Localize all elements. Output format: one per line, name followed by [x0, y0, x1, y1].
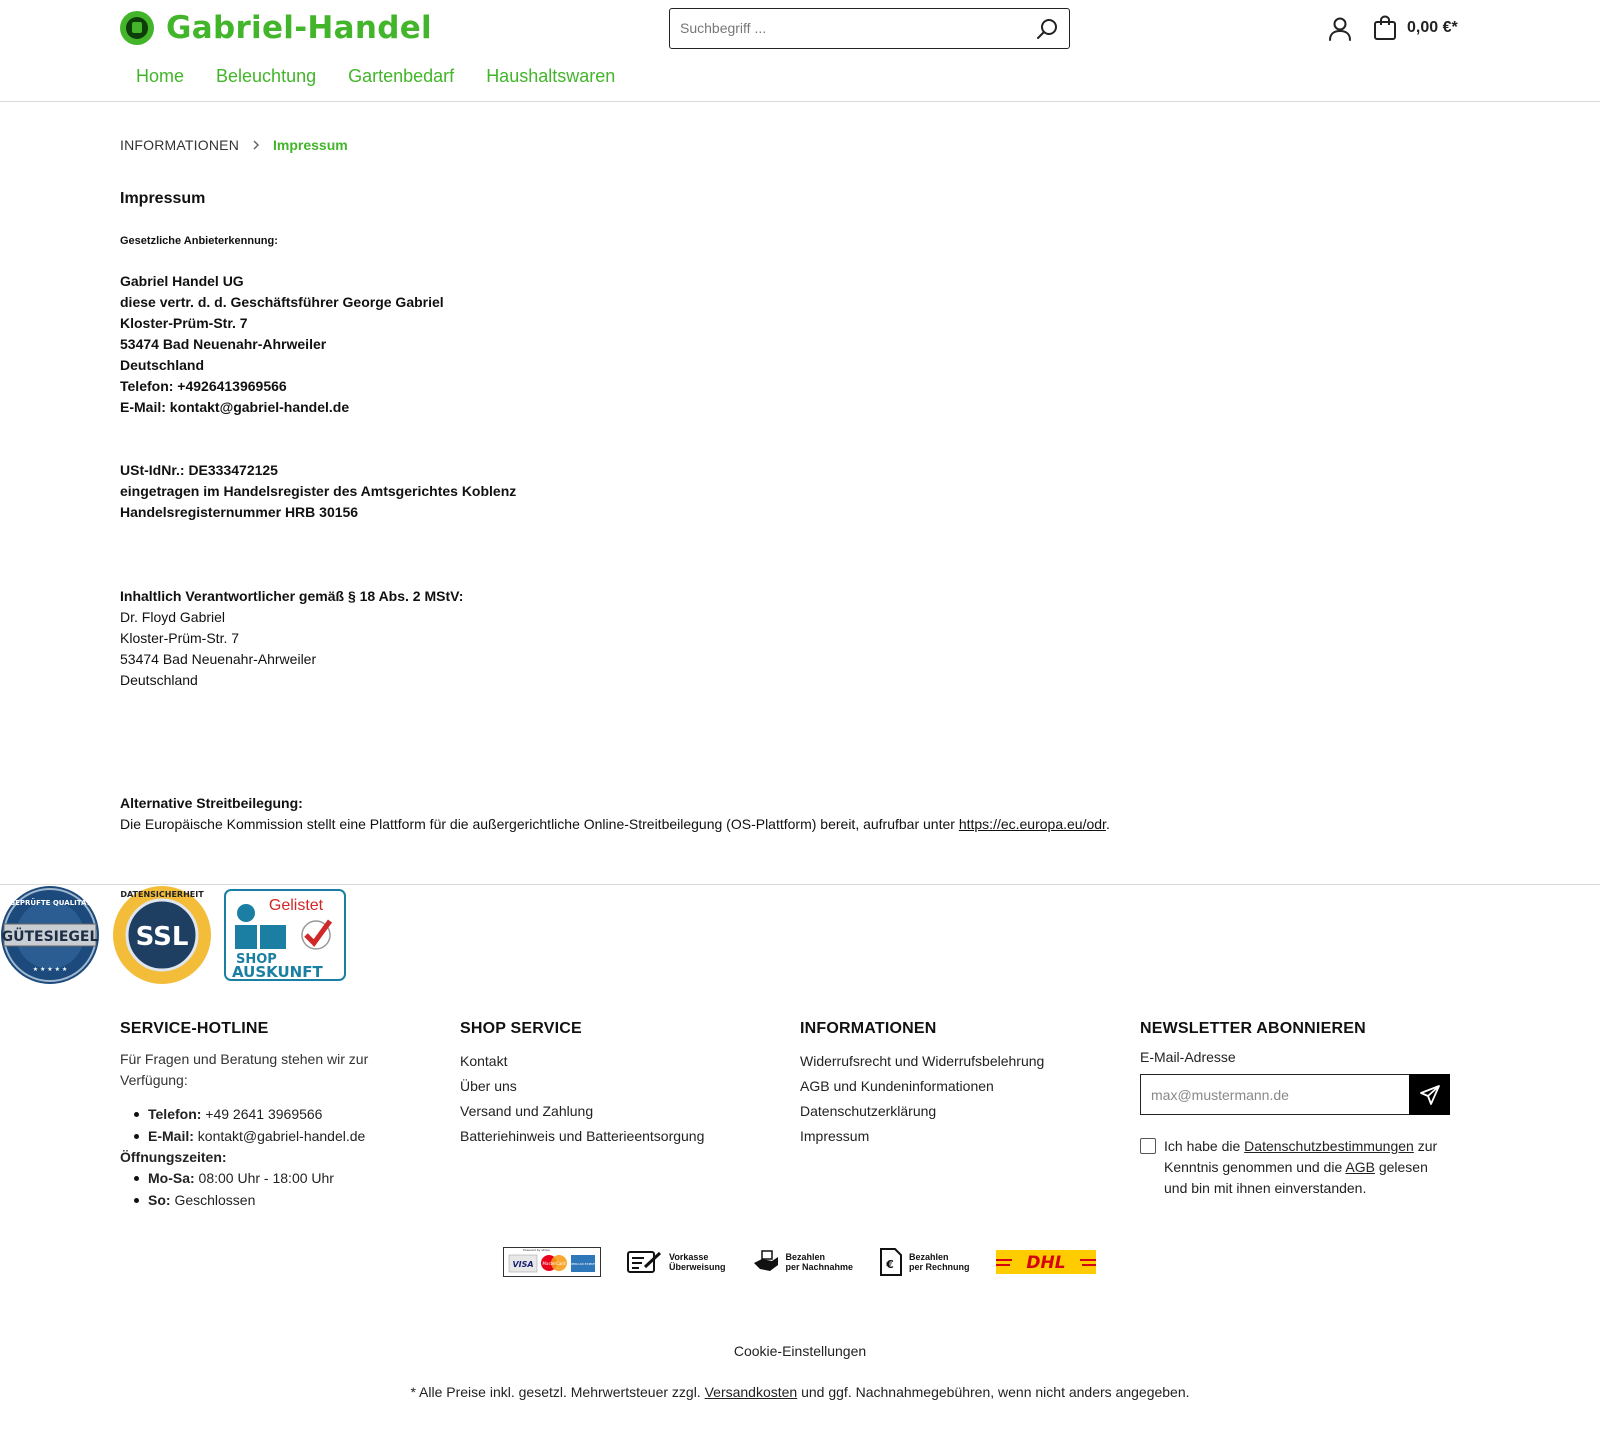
mastercard-text: MasterCard — [542, 1261, 566, 1266]
nav-item-haushaltswaren[interactable]: Haushaltswaren — [486, 66, 616, 86]
vorkasse-logo — [627, 1249, 726, 1275]
hotline-intro: Für Fragen und Beratung stehen wir zur Verfügung: — [120, 1051, 369, 1088]
dispute-heading: Alternative Streitbeilegung: — [120, 795, 303, 811]
ssl-ring-text: DATENSICHERHEIT — [120, 890, 204, 899]
mo-value: 08:00 Uhr - 18:00 Uhr — [194, 1170, 334, 1186]
hours-so — [148, 1189, 460, 1211]
hotline-email — [148, 1125, 460, 1147]
search-input[interactable] — [670, 9, 1010, 47]
company-line: Telefon: +4926413969566 — [120, 378, 287, 394]
responsible-heading: Inhaltlich Verantwortlicher gemäß § 18 Abs. 2 MStV: — [120, 588, 464, 604]
breadcrumb-parent[interactable]: INFORMATIONEN — [120, 137, 240, 153]
price-notice-part: * Alle Preise inkl. gesetzl. Mehrwertsteuer zzgl. — [410, 1384, 705, 1400]
legal-subtitle: Gesetzliche Anbieterkennung: — [120, 235, 278, 247]
dhl-text: DHL — [1025, 1253, 1066, 1273]
rechnung-line1: Bezahlen — [909, 1252, 949, 1262]
nachnahme-icon — [752, 1249, 780, 1275]
hours-heading: Öffnungszeiten: — [120, 1149, 227, 1165]
auskunft-text: AUSKUNFT — [232, 963, 323, 981]
footer-link-versand[interactable]: Versand und Zahlung — [460, 1103, 594, 1119]
star-row: ★ ★ ★ ★ ★ — [32, 966, 68, 973]
vorkasse-line1: Vorkasse — [669, 1252, 709, 1262]
nachnahme-line1: Bezahlen — [785, 1252, 826, 1262]
informationen-heading: INFORMATIONEN — [800, 1020, 937, 1037]
datenschutz-link[interactable]: Datenschutzbestimmungen — [1244, 1138, 1414, 1154]
breadcrumb — [120, 137, 348, 153]
trust-badges — [0, 885, 346, 985]
rechnung-logo — [879, 1247, 970, 1277]
informationen-links — [800, 1049, 1140, 1149]
dispute-text — [120, 814, 1480, 835]
register-block — [120, 460, 1480, 523]
ssl-text: SSL — [135, 922, 189, 952]
shopauskunft-badge[interactable] — [224, 889, 346, 981]
so-value: Geschlossen — [170, 1192, 256, 1208]
dispute-block — [120, 793, 1480, 835]
company-line: E-Mail: kontakt@gabriel-handel.de — [120, 399, 350, 415]
nav-item-beleuchtung[interactable]: Beleuchtung — [216, 66, 317, 86]
send-icon — [1419, 1084, 1441, 1106]
vorkasse-line2: Überweisung — [669, 1262, 726, 1272]
impressum-content — [120, 188, 1480, 835]
guetesiegel-badge[interactable] — [0, 885, 100, 985]
consent-part: zur Kenntnis genommen und die — [1164, 1138, 1438, 1175]
dhl-logo — [996, 1250, 1096, 1274]
hotline-phone — [148, 1103, 460, 1125]
shop-gelistet: Gelistet — [268, 897, 324, 914]
register-line: USt-IdNr.: DE333472125 — [120, 462, 278, 478]
hours-mo-sa — [148, 1167, 460, 1189]
responsible-line: Deutschland — [120, 672, 198, 688]
stripe-text: Powered by stripe — [523, 1248, 550, 1252]
footer-link-datenschutz[interactable]: Datenschutzerklärung — [800, 1103, 937, 1119]
search-icon[interactable] — [1035, 17, 1059, 41]
footer-shop-service — [460, 1020, 800, 1211]
company-line: Deutschland — [120, 357, 205, 373]
consent-text — [1164, 1136, 1454, 1199]
responsible-line: Dr. Floyd Gabriel — [120, 609, 226, 625]
responsible-block — [120, 586, 1480, 691]
odr-link[interactable]: https://ec.europa.eu/odr — [958, 816, 1106, 832]
nav-item-gartenbedarf[interactable]: Gartenbedarf — [348, 66, 455, 86]
email-value: kontakt@gabriel-handel.de — [193, 1128, 366, 1144]
breadcrumb-current[interactable]: Impressum — [273, 137, 348, 153]
versandkosten-link[interactable]: Versandkosten — [704, 1384, 798, 1400]
phone-value: +49 2641 3969566 — [201, 1106, 323, 1122]
newsletter-consent — [1140, 1136, 1480, 1199]
footer-link-ueber-uns[interactable]: Über uns — [460, 1078, 517, 1094]
company-line: 53474 Bad Neuenahr-Ahrweiler — [120, 336, 327, 352]
hotline-heading: SERVICE-HOTLINE — [120, 1020, 269, 1037]
footer-link-batterie[interactable]: Batteriehinweis und Batterieentsorgung — [460, 1128, 705, 1144]
search-box — [669, 8, 1070, 49]
responsible-line: 53474 Bad Neuenahr-Ahrweiler — [120, 651, 317, 667]
euro-symbol: € — [886, 1258, 894, 1271]
footer-link-widerruf[interactable]: Widerrufsrecht und Widerrufsbelehrung — [800, 1053, 1045, 1069]
register-line: Handelsregisternummer HRB 30156 — [120, 504, 359, 520]
hotline-contact-list — [120, 1103, 460, 1147]
nachnahme-logo — [752, 1249, 854, 1275]
cookie-settings-link[interactable]: Cookie-Einstellungen — [733, 1343, 867, 1359]
company-line: diese vertr. d. d. Geschäftsführer George Gabriel — [120, 294, 444, 310]
nachnahme-line2: per Nachnahme — [785, 1262, 854, 1272]
hours-list — [120, 1167, 460, 1211]
company-block — [120, 271, 1480, 418]
footer-link-impressum[interactable]: Impressum — [800, 1128, 870, 1144]
ssl-badge[interactable] — [112, 885, 212, 985]
company-line: Kloster-Prüm-Str. 7 — [120, 315, 248, 331]
shop-service-heading: SHOP SERVICE — [460, 1020, 582, 1037]
dispute-text-body: Die Europäische Kommission stellt eine Plattform für die außergerichtliche Online-Streitbeilegung (OS-Plattform) bereit, aufrufbar unter — [120, 816, 959, 832]
account-icon[interactable] — [1327, 16, 1353, 42]
agb-link[interactable]: AGB — [1345, 1159, 1375, 1175]
newsletter-email-input[interactable] — [1140, 1074, 1409, 1115]
cookie-settings — [0, 1343, 1600, 1359]
email-label: E-Mail: — [148, 1128, 194, 1144]
cart-button[interactable] — [1373, 15, 1458, 41]
rechnung-line2: per Rechnung — [909, 1262, 970, 1272]
responsible-line: Kloster-Prüm-Str. 7 — [120, 630, 240, 646]
stripe-cards-logo — [503, 1247, 601, 1277]
so-label: So: — [148, 1192, 171, 1208]
footer-link-kontakt[interactable]: Kontakt — [460, 1053, 508, 1069]
guetesiegel-text: GÜTESIEGEL — [1, 929, 99, 945]
consent-part: gelesen und bin mit ihnen einverstanden. — [1164, 1159, 1428, 1196]
price-notice — [0, 1384, 1600, 1400]
vorkasse-icon — [627, 1249, 663, 1275]
visa-text: VISA — [512, 1260, 534, 1269]
newsletter-submit-button[interactable] — [1409, 1074, 1450, 1115]
site-header — [0, 0, 1600, 102]
newsletter-form — [1140, 1074, 1450, 1115]
main-nav — [136, 66, 615, 87]
cart-bag-icon — [1373, 15, 1397, 41]
footer-link-agb[interactable]: AGB und Kundeninformationen — [800, 1078, 994, 1094]
dispute-text-end: . — [1105, 816, 1110, 832]
shop-text: SHOP — [236, 952, 277, 967]
logo-link[interactable] — [120, 10, 432, 46]
consent-checkbox[interactable] — [1140, 1138, 1156, 1154]
newsletter-label: E-Mail-Adresse — [1140, 1049, 1236, 1065]
logo-text: Gabriel-Handel — [166, 10, 432, 46]
amex-text: AMERICAN EXPRESS — [567, 1262, 599, 1266]
shop-service-links — [460, 1049, 800, 1149]
footer-columns — [120, 1020, 1480, 1211]
consent-part: Ich habe die — [1164, 1138, 1245, 1154]
footer-hotline — [120, 1020, 460, 1211]
price-notice-part: und ggf. Nachnahmegebühren, wenn nicht anders angegeben. — [797, 1384, 1190, 1400]
chevron-right-icon — [251, 139, 261, 151]
phone-label: Telefon: — [148, 1106, 202, 1122]
footer-informationen — [800, 1020, 1140, 1211]
company-line: Gabriel Handel UG — [120, 273, 244, 289]
guetesiegel-ring-text: GEPRÜFTE QUALITÄT — [9, 899, 91, 907]
newsletter-heading: NEWSLETTER ABONNIEREN — [1140, 1020, 1366, 1037]
register-line: eingetragen im Handelsregister des Amtsgerichtes Koblenz — [120, 483, 517, 499]
payment-methods — [503, 1247, 1096, 1277]
page-title: Impressum — [120, 190, 206, 207]
footer-newsletter — [1140, 1020, 1480, 1211]
logo-icon — [120, 11, 154, 45]
cart-total: 0,00 €* — [1407, 19, 1458, 36]
mo-label: Mo-Sa: — [148, 1170, 195, 1186]
nav-item-home[interactable]: Home — [136, 66, 185, 86]
rechnung-icon — [879, 1247, 903, 1277]
